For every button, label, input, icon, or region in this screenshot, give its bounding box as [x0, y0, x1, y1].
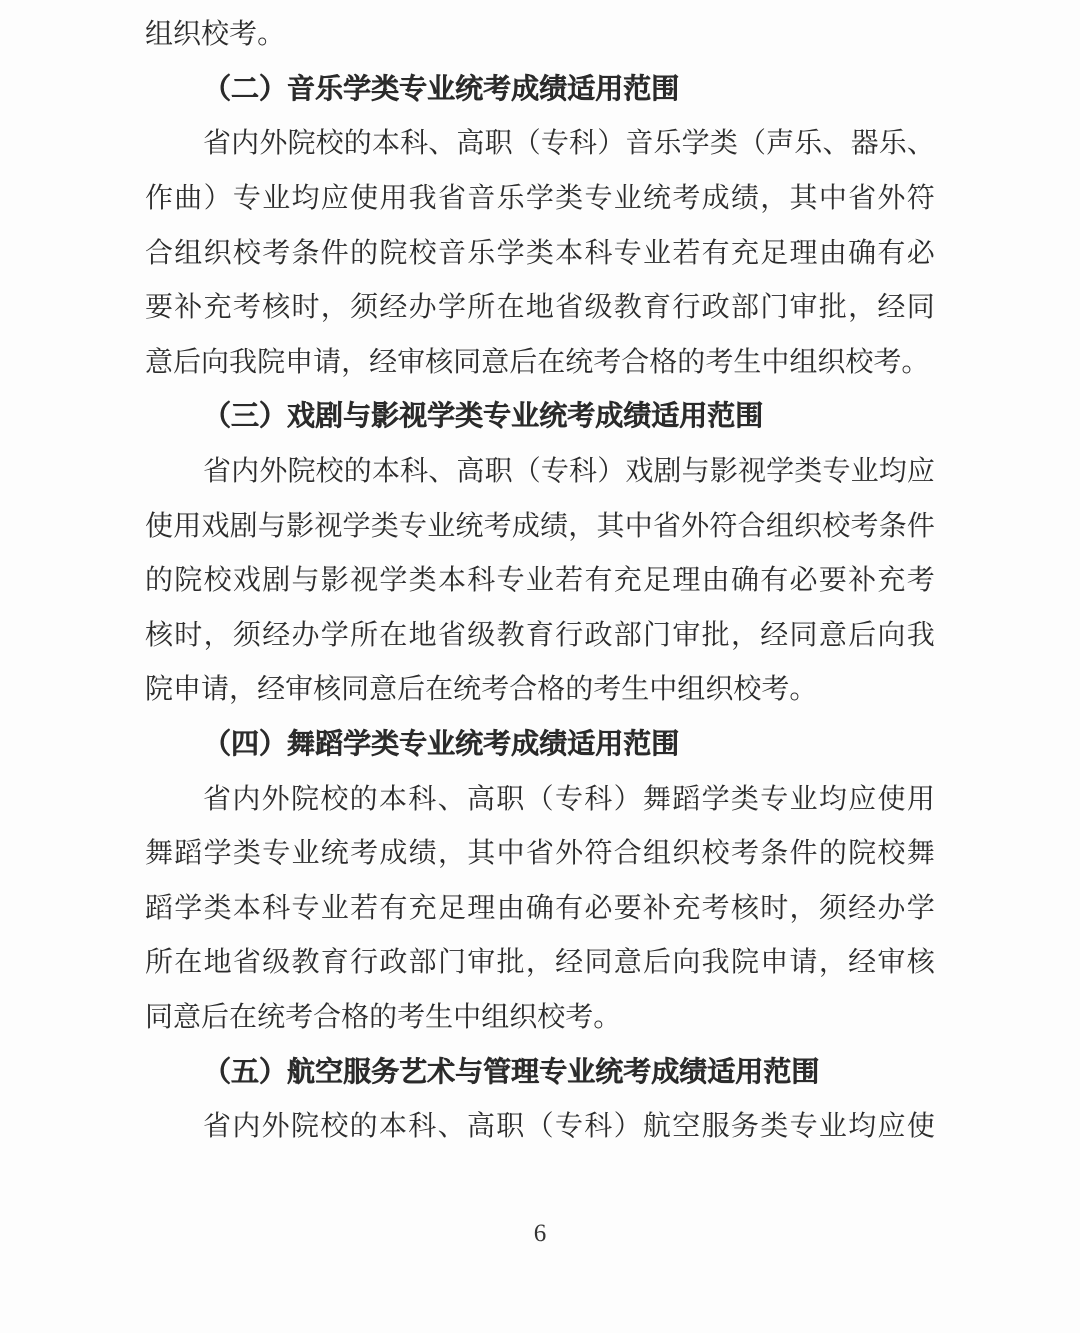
- text-line: 要 补 充 考 核 时 ， 须 经 办 学 所 在 地 省 级 教 育 行 政 部 门 审 批 ， 经 同: [145, 292, 935, 324]
- section-heading: （ 四 ） 舞 蹈 学 类 专 业 统 考 成 绩 适 用 范 围: [203, 729, 680, 761]
- text-line: 的 院 校 戏 剧 与 影 视 学 类 本 科 专 业 若 有 充 足 理 由 确 有 必 要 补 充 考: [145, 565, 935, 597]
- text-line: 省 内 外 院 校 的 本 科 、 高 职 （ 专 科 ） 航 空 服 务 类 专 业 均 应 使: [203, 1111, 935, 1143]
- text-line: 同 意 后 在 统 考 合 格 的 考 生 中 组 织 校 考 。: [145, 1001, 622, 1033]
- text-line: 省 内 外 院 校 的 本 科 、 高 职 （ 专 科 ） 音 乐 学 类 （ 声 乐 、 器 乐 、: [203, 128, 935, 160]
- document-body: [145, 5, 935, 1151]
- text-line: 组 织 校 考 。: [145, 19, 286, 51]
- text-line: 所 在 地 省 级 教 育 行 政 部 门 审 批 ， 经 同 意 后 向 我 院 申 请 ， 经 审 核: [145, 947, 935, 979]
- text-line: 院 申 请 ， 经 审 核 同 意 后 在 统 考 合 格 的 考 生 中 组 织 校 考 。: [145, 674, 818, 706]
- section-heading: （ 三 ） 戏 剧 与 影 视 学 类 专 业 统 考 成 绩 适 用 范 围: [203, 401, 764, 433]
- text-line: 舞 蹈 学 类 专 业 统 考 成 绩 ， 其 中 省 外 符 合 组 织 校 考 条 件 的 院 校 舞: [145, 838, 935, 870]
- text-line: 蹈 学 类 本 科 专 业 若 有 充 足 理 由 确 有 必 要 补 充 考 核 时 ， 须 经 办 学: [145, 892, 935, 924]
- section-heading: （ 二 ） 音 乐 学 类 专 业 统 考 成 绩 适 用 范 围: [203, 73, 680, 105]
- text-line: 核 时 ， 须 经 办 学 所 在 地 省 级 教 育 行 政 部 门 审 批 ， 经 同 意 后 向 我: [145, 619, 935, 651]
- text-line: 使 用 戏 剧 与 影 视 学 类 专 业 统 考 成 绩 ， 其 中 省 外 符 合 组 织 校 考 条 件: [145, 510, 935, 542]
- section-heading: （ 五 ） 航 空 服 务 艺 术 与 管 理 专 业 统 考 成 绩 适 用 范 围: [203, 1056, 820, 1088]
- text-line: 作 曲 ） 专 业 均 应 使 用 我 省 音 乐 学 类 专 业 统 考 成 绩 ， 其 中 省 外 符: [145, 183, 935, 215]
- text-line: 合 组 织 校 考 条 件 的 院 校 音 乐 学 类 本 科 专 业 若 有 充 足 理 由 确 有 必: [145, 237, 935, 269]
- text-line: 省 内 外 院 校 的 本 科 、 高 职 （ 专 科 ） 舞 蹈 学 类 专 业 均 应 使 用: [203, 783, 935, 815]
- text-line: 意 后 向 我 院 申 请 ， 经 审 核 同 意 后 在 统 考 合 格 的 考 生 中 组 织 校 考 。: [145, 346, 930, 378]
- text-line: 省 内 外 院 校 的 本 科 、 高 职 （ 专 科 ） 戏 剧 与 影 视 学 类 专 业 均 应: [203, 456, 935, 488]
- page-number: 6: [533, 1220, 547, 1247]
